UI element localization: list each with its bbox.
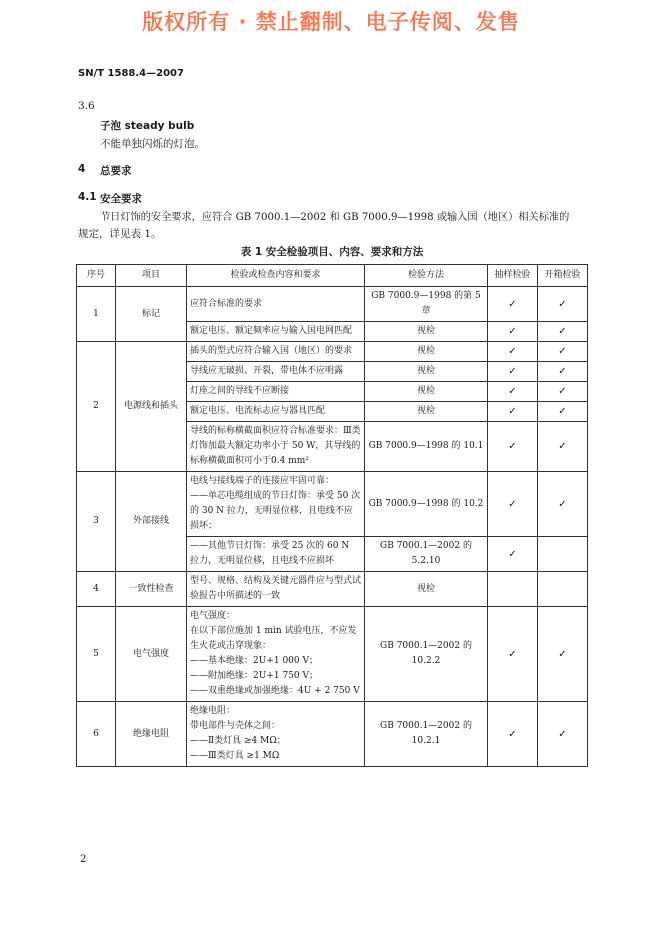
row-method: GB 7000.9—1998 的 10.1: [365, 422, 488, 472]
table-row: [77, 342, 588, 362]
unpacking-check-icon: ✓: [538, 322, 588, 342]
table-header-row: [77, 265, 588, 287]
section-4-title: 总要求: [100, 165, 132, 177]
content-line: 带电部件与壳体之间：: [190, 721, 281, 731]
row-number: 2: [77, 342, 116, 472]
row-item: 电源线和插头: [116, 342, 187, 472]
row-method: GB 7000.9—1998 的第 5 章: [365, 287, 488, 322]
table-caption: 表 1 安全检验项目、内容、要求和方法: [240, 246, 424, 258]
content-line: 绝缘电阻：: [190, 706, 236, 716]
header-method: 检验方法: [365, 265, 488, 287]
unpacking-check-icon: ✓: [538, 422, 588, 472]
unpacking-check-icon: ✓: [538, 382, 588, 402]
row-number: 3: [77, 472, 116, 572]
row-method: GB 7000.9—1998 的 10.2: [365, 472, 488, 537]
sampling-check-icon: ✓: [488, 322, 538, 342]
unpacking-check-icon: ✓: [538, 607, 588, 702]
sampling-check-icon: ✓: [488, 402, 538, 422]
sampling-check-icon: ✓: [488, 537, 538, 572]
content-line: ——单芯电缆组成的节日灯饰：承受 50 次的 30 N 拉力，无明显位移，且电线不应损坏；: [190, 491, 361, 531]
content-heading: 电线与接线端子的连接应牢固可靠：: [190, 476, 335, 486]
content-line: 电气强度：: [190, 611, 236, 621]
row-content: 额定电压、额定频率应与输入国电网匹配: [187, 322, 365, 342]
section-4-number: 4: [78, 163, 86, 175]
content-line: ——Ⅲ类灯具 ≥1 MΩ: [190, 751, 280, 761]
row-number: 4: [77, 572, 116, 607]
content-line: ——基本绝缘：2U+1 000 V；: [190, 656, 318, 666]
sampling-check-icon: ✓: [488, 702, 538, 767]
row-item: 电气强度: [116, 607, 187, 702]
row-content: 灯座之间的导线不应断接: [187, 382, 365, 402]
row-method: 视检: [365, 382, 488, 402]
row-content: 导线的标称横截面积应符合标准要求：Ⅲ类灯饰加最大额定功率小于 50 W，其导线的标称横截面积可小于0.4 mm²: [187, 422, 365, 472]
content-line: ——双重绝缘或加强绝缘：4U + 2 750 V: [190, 686, 360, 696]
row-content: [187, 702, 365, 767]
table-row: [77, 607, 588, 702]
content-line: 在以下部位施加 1 min 试验电压，不应发生火花或击穿现象：: [190, 626, 357, 651]
unpacking-cell: [538, 572, 588, 607]
section-3-6-definition: 不能单独闪烁的灯泡。: [100, 138, 205, 150]
row-method: 视检: [365, 362, 488, 382]
header-unpacking: 开箱检验: [538, 265, 588, 287]
unpacking-check-icon: ✓: [538, 402, 588, 422]
section-3-6-number: 3.6: [78, 100, 95, 112]
header-content: 检验或检查内容和要求: [187, 265, 365, 287]
row-content: [187, 607, 365, 702]
section-4-1-number: 4.1: [78, 191, 97, 203]
unpacking-check-icon: ✓: [538, 342, 588, 362]
header-serial: 序号: [77, 265, 116, 287]
section-4-1-paragraph-line2: 规定，详见表 1。: [78, 228, 162, 240]
standard-number: SN/T 1588.4—2007: [78, 68, 184, 79]
row-item: 外部接线: [116, 472, 187, 572]
row-content: 应符合标准的要求: [187, 287, 365, 322]
row-content: 导线应无破损、开裂，带电体不应明露: [187, 362, 365, 382]
section-4-1-title: 安全要求: [100, 193, 142, 205]
watermark-banner: 版权所有 · 禁止翻制、电子传阅、发售: [142, 10, 520, 34]
row-content: 插头的型式应符合输入国（地区）的要求: [187, 342, 365, 362]
row-content: ——其他节日灯饰：承受 25 次的 60 N 拉力，无明显位移，且电线不应损坏: [187, 537, 365, 572]
row-method: GB 7000.1—2002 的 10.2.1: [365, 702, 488, 767]
table-row: [77, 572, 588, 607]
sampling-check-icon: ✓: [488, 287, 538, 322]
unpacking-check-icon: ✓: [538, 362, 588, 382]
table-row: [77, 287, 588, 322]
row-method: 视检: [365, 322, 488, 342]
sampling-check-icon: ✓: [488, 362, 538, 382]
sampling-check-icon: ✓: [488, 422, 538, 472]
row-item: 一致性检查: [116, 572, 187, 607]
row-item: 标记: [116, 287, 187, 342]
unpacking-check-icon: ✓: [538, 472, 588, 537]
row-content: [187, 472, 365, 537]
sampling-cell: [488, 572, 538, 607]
row-content: 型号、规格、结构及关键元器件应与型式试验报告中所描述的一致: [187, 572, 365, 607]
content-line: ——附加绝缘：2U+1 750 V；: [190, 671, 318, 681]
table-row: [77, 472, 588, 537]
content-line: ——Ⅱ类灯具 ≥4 MΩ；: [190, 736, 286, 746]
row-method: GB 7000.1—2002 的 10.2.2: [365, 607, 488, 702]
row-number: 6: [77, 702, 116, 767]
header-sampling: 抽样检验: [488, 265, 538, 287]
row-method: 视检: [365, 402, 488, 422]
header-item: 项目: [116, 265, 187, 287]
row-method: 视检: [365, 342, 488, 362]
row-number: 1: [77, 287, 116, 342]
row-number: 5: [77, 607, 116, 702]
sampling-check-icon: ✓: [488, 342, 538, 362]
table-row: [77, 702, 588, 767]
row-method: GB 7000.1—2002 的 5.2.10: [365, 537, 488, 572]
row-content: 额定电压、电流标志应与器具匹配: [187, 402, 365, 422]
sampling-check-icon: ✓: [488, 472, 538, 537]
sampling-check-icon: ✓: [488, 382, 538, 402]
row-item: 绝缘电阻: [116, 702, 187, 767]
unpacking-check-icon: [538, 537, 588, 572]
sampling-check-icon: ✓: [488, 607, 538, 702]
safety-inspection-table: [76, 264, 588, 767]
section-3-6-term: 子泡 steady bulb: [100, 120, 195, 132]
row-method: 视检: [365, 572, 488, 607]
unpacking-check-icon: ✓: [538, 287, 588, 322]
section-4-1-paragraph-line1: 节日灯饰的安全要求，应符合 GB 7000.1—2002 和 GB 7000.9—1998 或输入国（地区）相关标准的: [100, 212, 570, 223]
unpacking-check-icon: ✓: [538, 702, 588, 767]
page-number: 2: [80, 854, 87, 865]
